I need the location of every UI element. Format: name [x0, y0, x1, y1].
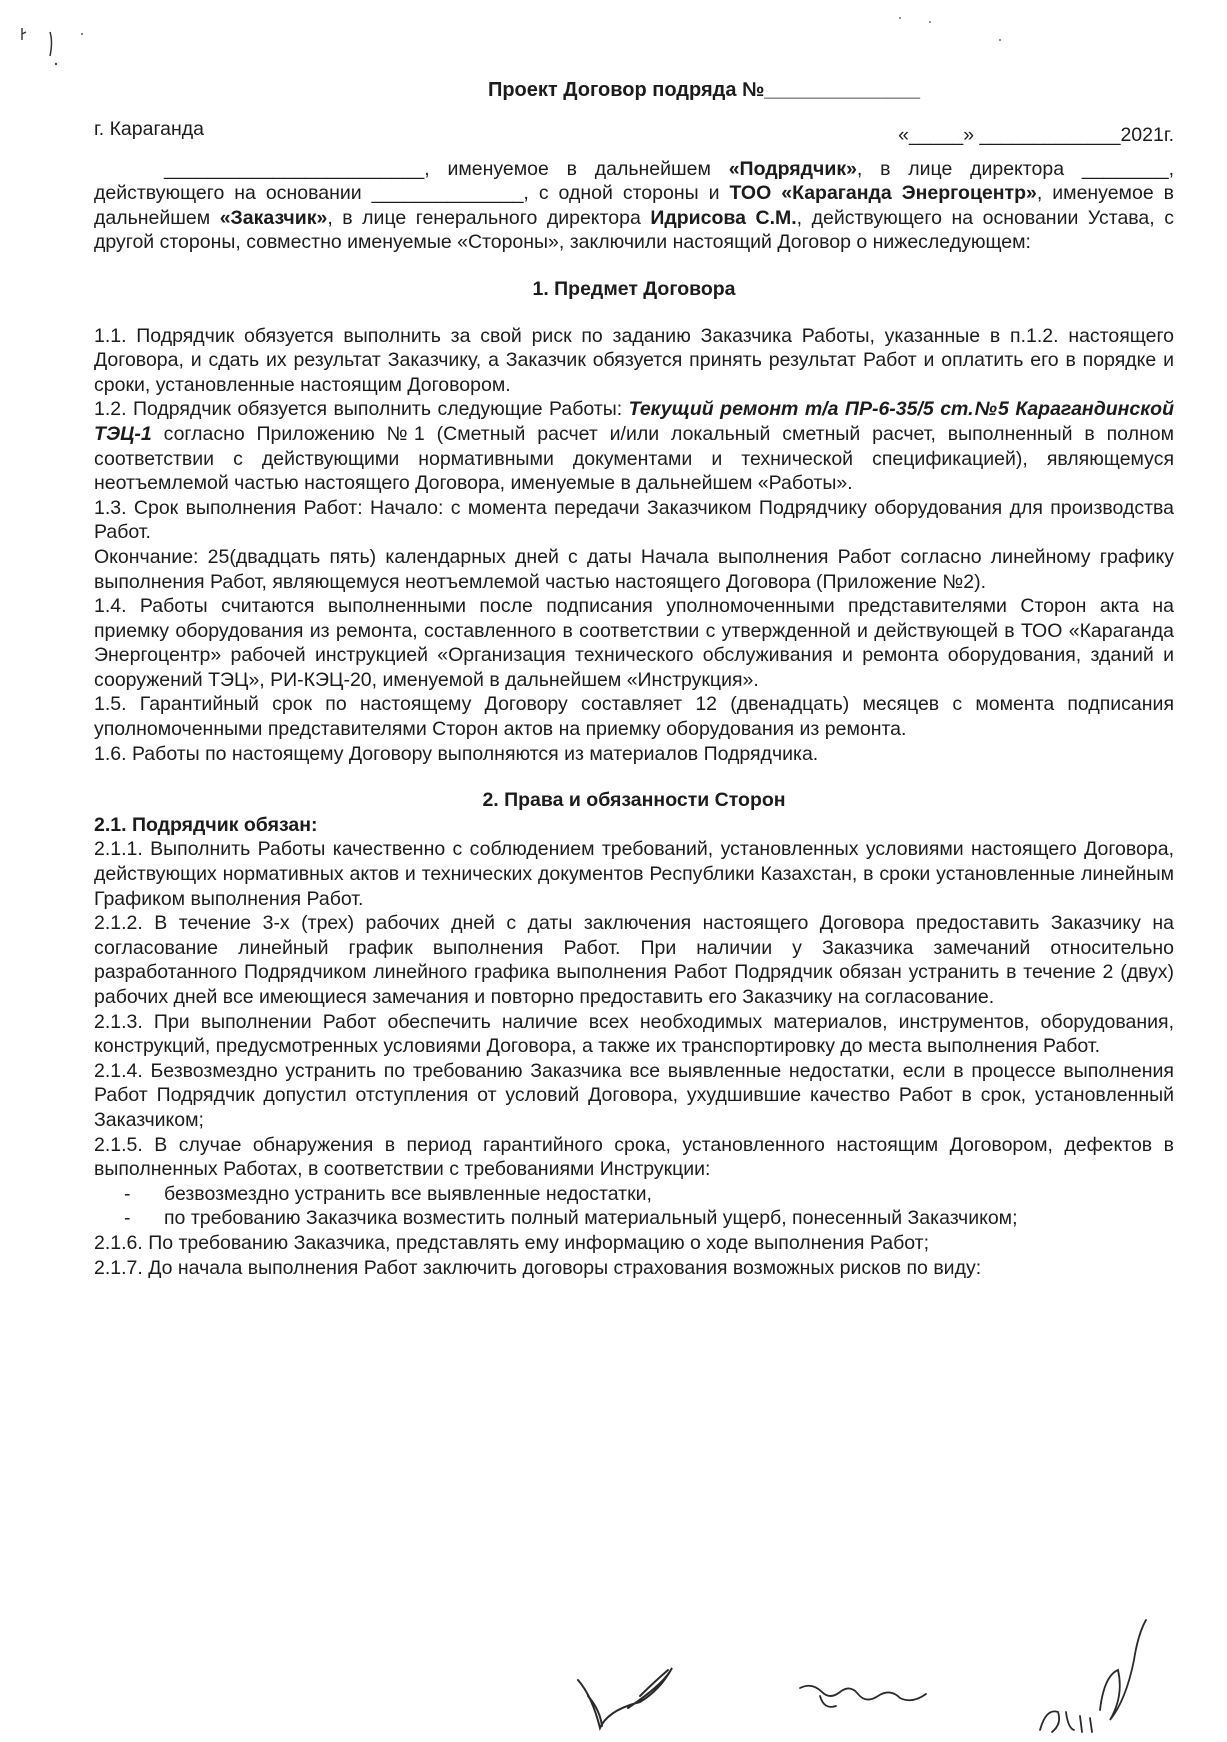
- subsection-2-1: 2.1. Подрядчик обязан:: [94, 813, 318, 836]
- clause-1-2: [94, 397, 1174, 495]
- clause-2-1-3: 2.1.3. При выполнении Работ обеспечить наличие всех необходимых материалов, инструментов, оборудования, конструкций, предусмотренных условиями Договора, а также их транспортировку до места выполнения Работ.: [94, 1010, 1174, 1058]
- place-date-line: [94, 117, 1174, 157]
- clause-2-1-7: 2.1.7. До начала выполнения Работ заключить договоры страхования возможных рисков по виду:: [94, 1256, 982, 1279]
- clause-1-2-text-b: согласно Приложению №1 (Сметный расчет и/или локальный сметный расчет, выполненный в полном соответствии с действующими нормативными документами и технической спецификацией), являющемуся неотъемлемой частью настоящего Договора, именуемые в дальнейшем «Работы».: [94, 422, 1174, 495]
- clause-1-3: 1.3. Срок выполнения Работ: Начало: с момента передачи Заказчиком Подрядчику оборудования для производства Работ.: [94, 496, 1174, 544]
- signature-1: [578, 1668, 672, 1728]
- scan-marks: [0, 0, 1227, 90]
- clause-2-1-5: 2.1.5. В случае обнаружения в период гарантийного срока, установленного настоящим Договором, дефектов в выполненных Работах, в соответствии с требованиями Инструкции:: [94, 1133, 1174, 1181]
- preamble: [94, 157, 1174, 255]
- document-title: Проект Договор подряда №______________: [487, 79, 921, 101]
- section-1-heading: 1. Предмет Договора: [532, 277, 736, 300]
- director-name: Идрисова С.М.: [650, 206, 797, 229]
- document-body: [94, 78, 1174, 1280]
- clause-1-2-text-a: 1.2. Подрядчик обязуется выполнить следующие Работы:: [94, 398, 629, 421]
- defect-remedies-list: [94, 1182, 1174, 1231]
- contractor-label: «Подрядчик»: [728, 157, 857, 180]
- clause-1-4: 1.4. Работы считаются выполненными после подписания уполномоченными представителями Сторон акта на приемку оборудования из ремонта, составленного в соответствии с утвержденной и действующей в ТОО «Караганда Энергоцентр» рабочей инструкцией «Организация технического обслуживания и ремонта оборудования, зданий и сооружений ТЭЦ», РИ-КЭЦ-20, именуемой в дальнейшем «Инструкция».: [94, 595, 1174, 691]
- clause-2-1-6: 2.1.6. По требованию Заказчика, представлять ему информацию о ходе выполнения Работ;: [94, 1231, 930, 1254]
- clause-2-1-1: 2.1.1. Выполнить Работы качественно с соблюдением требований, установленных условиями настоящего Договора, действующих нормативных актов и технических документов Республики Казахстан, в сроки установленные линейным Графиком выполнения Работ.: [94, 838, 1174, 910]
- list-item-text: по требованию Заказчика возместить полный материальный ущерб, понесенный Заказчиком;: [164, 1207, 1018, 1230]
- preamble-text-2: , в лице директора ________, действующего на основании ______________, с одной стороны и: [94, 157, 1174, 205]
- clause-1-6: 1.6. Работы по настоящему Договору выполняются из материалов Подрядчика.: [94, 742, 819, 765]
- signature-3: [1040, 1620, 1146, 1732]
- preamble-text-1: ________________________, именуемое в дальнейшем: [164, 157, 729, 180]
- customer-label: «Заказчик»: [219, 206, 328, 229]
- section-2-heading: 2. Права и обязанности Сторон: [482, 789, 786, 812]
- clause-1-1: 1.1. Подрядчик обязуется выполнить за свой риск по заданию Заказчика Работы, указанные в п.1.2. настоящего Договора, и сдать их результат Заказчику, а Заказчик обязуется принять результат Работ и оплатить его в порядке и сроки, установленные настоящим Договором.: [94, 324, 1174, 396]
- preamble-text-5: , действующего на основании Устава, с другой стороны, совместно именуемые «Стороны», заключили настоящий Договор о нижеследующем:: [94, 206, 1174, 254]
- city: г. Караганда: [94, 117, 204, 140]
- customer-org: ТОО «Караганда Энергоцентр»: [729, 182, 1037, 205]
- contract-date: «_____» _____________2021г.: [898, 123, 1174, 146]
- dash-marker: -: [124, 1182, 131, 1205]
- clause-1-5: 1.5. Гарантийный срок по настоящему Договору составляет 12 (двенадцать) месяцев с момента подписания уполномоченными представителями Сторон актов на приемку оборудования из ремонта.: [94, 693, 1174, 741]
- work-description: Текущий ремонт т/а ПР-6-35/5 ст.№5 Карагандинской ТЭЦ-1: [94, 398, 1174, 445]
- clause-2-1-2: 2.1.2. В течение 3-х (трех) рабочих дней с даты заключения настоящего Договора предоставить Заказчику на согласование линейный график выполнения Работ. При наличии у Заказчика замечаний относительно разработанного Подрядчиком линейного графика выполнения Работ Подрядчик обязан устранить в течение 2 (двух) рабочих дней все имеющиеся замечания и повторно предоставить его Заказчику на согласование.: [94, 912, 1174, 1008]
- clause-1-3-end: Окончание: 25(двадцать пять) календарных дней с даты Начала выполнения Работ согласно линейному графику выполнения Работ, являющемуся неотъемлемой частью настоящего Договора (Приложение №2).: [94, 545, 1174, 593]
- preamble-text-3: , именуемое в дальнейшем: [94, 182, 1174, 229]
- list-item: [94, 1182, 1174, 1207]
- list-item-text: безвозмездно устранить все выявленные недостатки,: [164, 1182, 652, 1205]
- signatures: [0, 1600, 1227, 1742]
- list-item: [94, 1206, 1174, 1231]
- dash-marker: -: [124, 1207, 131, 1230]
- signature-2: [800, 1686, 926, 1707]
- preamble-text-4: , в лице генерального директора: [327, 206, 651, 229]
- clause-2-1-4: 2.1.4. Безвозмездно устранить по требованию Заказчика все выявленные недостатки, если в процессе выполнения Работ Подрядчик допустил отступления от условий Договора, ухудшившие качество Работ в срок, установленный Заказчиком;: [94, 1059, 1174, 1131]
